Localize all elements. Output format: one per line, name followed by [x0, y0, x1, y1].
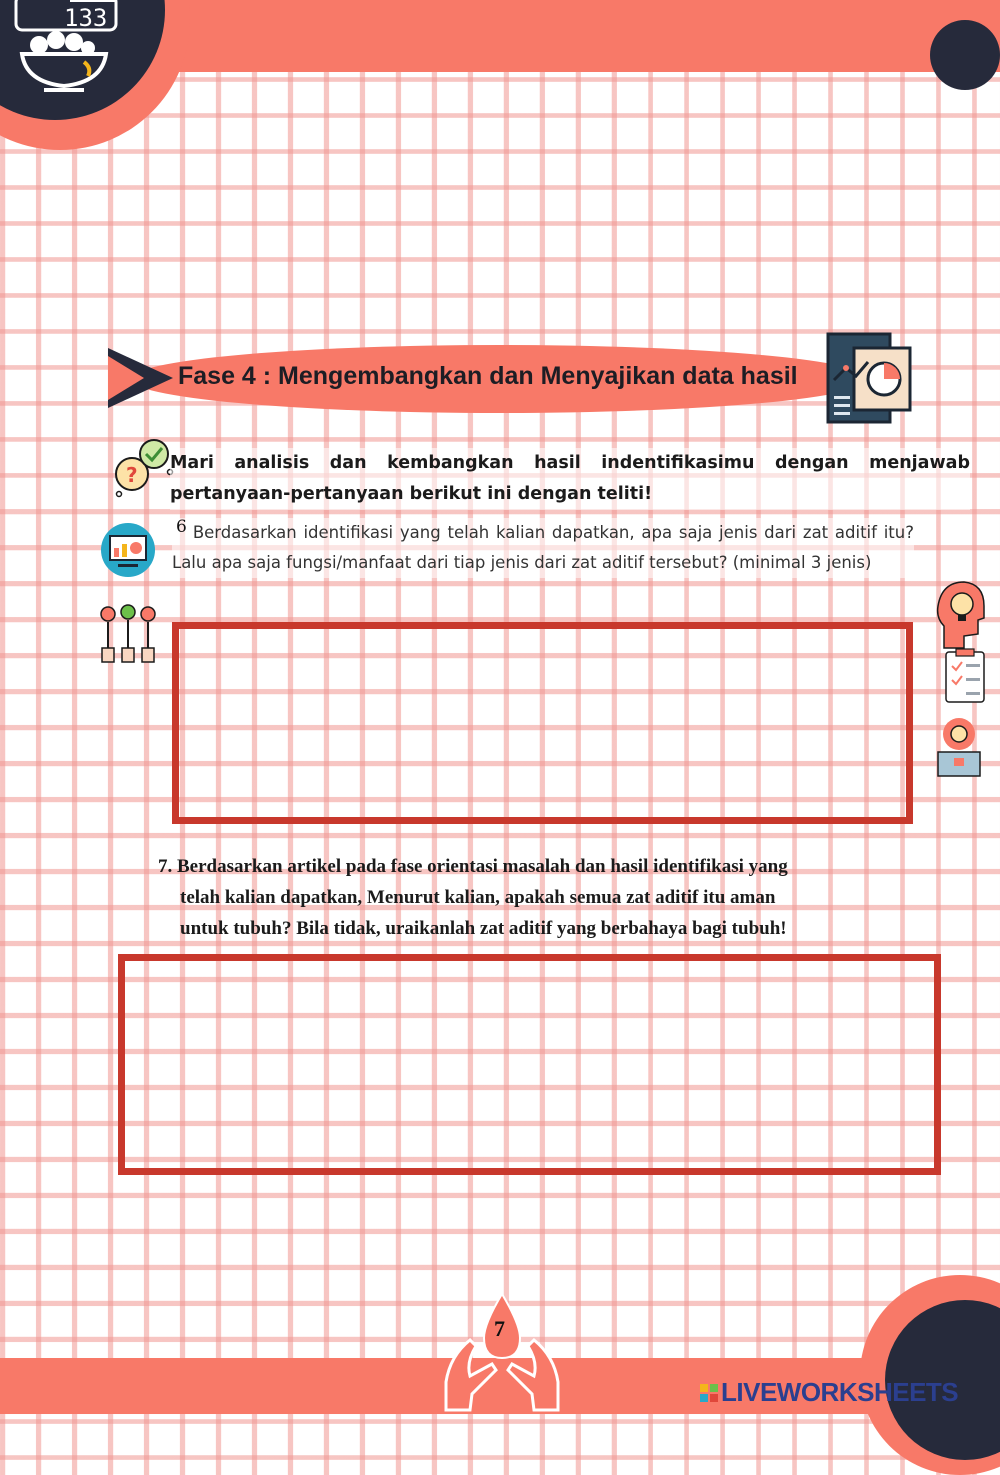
- svg-text:?: ?: [126, 463, 138, 487]
- answer-box-question-6[interactable]: [172, 622, 913, 824]
- brand-text: LIVEWORKSHEETS: [721, 1377, 959, 1407]
- banner-chevron-inner: [108, 356, 144, 400]
- phase-title: Fase 4 : Mengembangkan dan Menyajikan data hasil: [178, 362, 798, 390]
- answer-box-question-7[interactable]: [118, 954, 941, 1175]
- salad-bowl-icon: [14, 0, 124, 102]
- question-6: [172, 518, 914, 578]
- presentation-icon: [100, 522, 156, 578]
- intro-instruction: Mari analisis dan kembangkan hasil indentifikasimu dengan menjawab pertanyaan-pertanyaan berikut ini dengan teliti!: [170, 448, 970, 510]
- hands-drop-icon: [440, 1290, 564, 1414]
- data-report-icon: [824, 330, 916, 426]
- question-bubble-icon: [110, 436, 176, 502]
- voting-hands-icon: [98, 604, 158, 666]
- question-7-line-1: 7. Berdasarkan artikel pada fase orientasi masalah dan hasil identifikasi yang: [158, 856, 788, 877]
- question-7-line-3: untuk tubuh? Bila tidak, uraikanlah zat aditif yang berbahaya bagi tubuh!: [180, 918, 787, 939]
- page-number: 7: [494, 1316, 505, 1341]
- question-6-text: Berdasarkan identifikasi yang telah kalian dapatkan, apa saja jenis dari zat aditif itu? Lalu apa saja fungsi/manfaat dari tiap jenis dari zat aditif tersebut? (minimal 3 jenis): [172, 523, 914, 572]
- corner-dark-circle-top-right: [930, 20, 1000, 90]
- corner-label: 133: [64, 4, 108, 32]
- idea-head-icon: [934, 578, 986, 650]
- liveworksheets-logo-icon: [700, 1378, 718, 1396]
- idea-box-icon: [932, 712, 986, 778]
- question-7: [158, 851, 878, 944]
- liveworksheets-brand[interactable]: [700, 1377, 958, 1408]
- question-6-number: 6: [176, 517, 187, 537]
- question-7-line-2: telah kalian dapatkan, Menurut kalian, apakah semua zat aditif itu aman: [180, 887, 776, 908]
- checklist-icon: [936, 648, 994, 708]
